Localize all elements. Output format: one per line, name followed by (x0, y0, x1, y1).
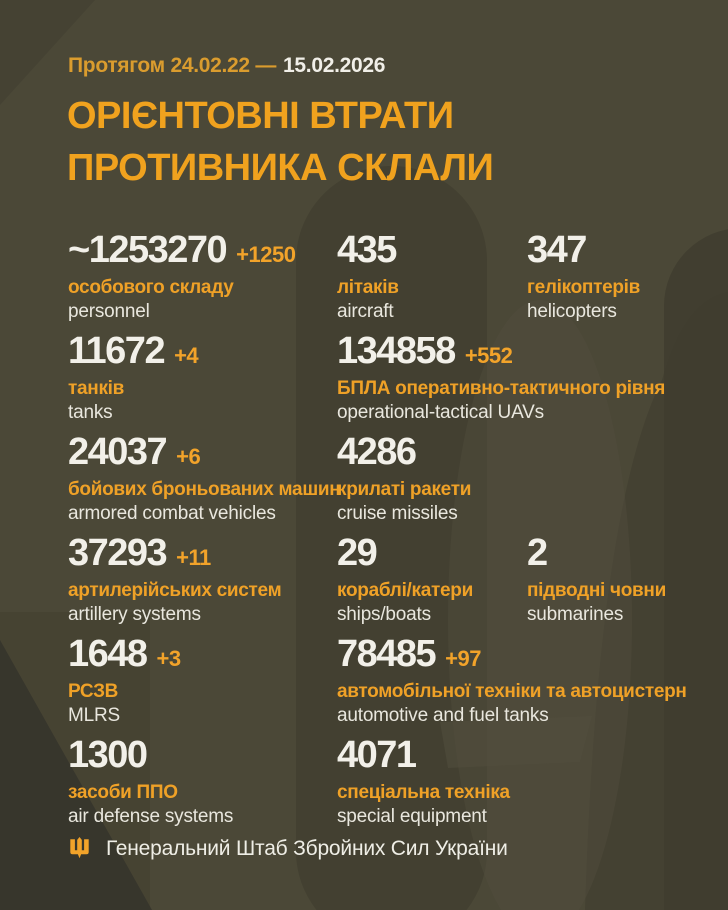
stat-value: 29 (337, 532, 377, 574)
stat-label-uk: спеціальна техніка (337, 781, 510, 803)
stat-label-uk: гелікоптерів (527, 276, 641, 298)
stat-label-en: submarines (527, 604, 624, 626)
stat-value: 11672 (68, 330, 165, 372)
stat-value: 37293 (68, 532, 167, 574)
stat-value: 1300 (68, 734, 147, 776)
stat-delta: +3 (156, 646, 181, 671)
stat-label-en: special equipment (337, 806, 487, 828)
stat-air-defense (68, 736, 337, 837)
stat-label-en: air defense systems (68, 806, 234, 828)
stat-delta: +11 (176, 545, 211, 570)
stat-label-en: personnel (68, 301, 150, 323)
date-range (68, 54, 385, 78)
stat-helicopters (527, 231, 716, 332)
stat-label-en: tanks (68, 402, 113, 424)
stat-automotive-fuel-tanks (337, 635, 716, 736)
stat-delta: +552 (464, 343, 513, 368)
stat-label-uk: крилаті ракети (337, 478, 472, 500)
date-range-label: Протягом 24.02.22 — (68, 54, 277, 77)
stat-delta: +4 (174, 343, 199, 368)
stat-cruise-missiles (337, 433, 716, 534)
stat-label-uk: РСЗВ (68, 680, 119, 702)
stat-label-en: armored combat vehicles (68, 503, 276, 525)
stat-label-en: automotive and fuel tanks (337, 705, 549, 727)
stat-label-en: helicopters (527, 301, 617, 323)
stat-label-uk: підводні човни (527, 579, 666, 601)
stat-delta: +6 (176, 444, 201, 469)
stat-value: 435 (337, 229, 396, 271)
title-line-1: ОРІЄНТОВНІ ВТРАТИ (67, 95, 454, 137)
stat-label-uk: танків (68, 377, 125, 399)
stat-uavs (337, 332, 716, 433)
stat-delta: +97 (445, 646, 481, 671)
stat-label-en: MLRS (68, 705, 120, 727)
stat-mlrs (68, 635, 337, 736)
stat-label-uk: кораблі/катери (337, 579, 473, 601)
stat-submarines (527, 534, 716, 635)
ukraine-trident-icon (68, 836, 91, 861)
date-range-end: 15.02.2026 (283, 54, 386, 77)
stat-label-en: ships/boats (337, 604, 431, 626)
stat-value: 4286 (337, 431, 416, 473)
footer (68, 836, 508, 861)
stat-delta: +1250 (236, 242, 296, 267)
stat-personnel (68, 231, 337, 332)
stat-label-en: operational-tactical UAVs (337, 402, 544, 424)
stat-tanks (68, 332, 337, 433)
stat-value: 78485 (337, 633, 436, 675)
stat-value: ~1253270 (68, 229, 227, 271)
stat-special-equipment (337, 736, 716, 837)
stat-value: 24037 (68, 431, 167, 473)
stat-aircraft (337, 231, 527, 332)
stat-label-en: cruise missiles (337, 503, 458, 525)
stat-artillery (68, 534, 337, 635)
stat-label-uk: засоби ППО (68, 781, 178, 803)
stat-label-uk: особового складу (68, 276, 234, 298)
footer-org-name: Генеральний Штаб Збройних Сил України (106, 836, 508, 860)
stat-label-uk: БПЛА оперативно-тактичного рівня (337, 377, 666, 399)
stat-value: 2 (527, 532, 547, 574)
stat-label-uk: літаків (337, 276, 399, 298)
stat-label-uk: автомобільної техніки та автоцистерн (337, 680, 687, 702)
stat-value: 1648 (68, 633, 147, 675)
stat-label-uk: бойових броньованих машин (68, 478, 341, 500)
stat-label-en: aircraft (337, 301, 394, 323)
stats-grid (68, 231, 716, 837)
stat-armored-vehicles (68, 431, 341, 534)
page-title (67, 90, 493, 194)
stat-value: 347 (527, 229, 586, 271)
stat-value: 134858 (337, 330, 455, 372)
stat-label-en: artillery systems (68, 604, 201, 626)
title-line-2: ПРОТИВНИКА СКЛАЛИ (67, 147, 494, 189)
stat-value: 4071 (337, 734, 416, 776)
stat-ships-boats (337, 534, 527, 635)
stat-label-uk: артилерійських систем (68, 579, 282, 601)
